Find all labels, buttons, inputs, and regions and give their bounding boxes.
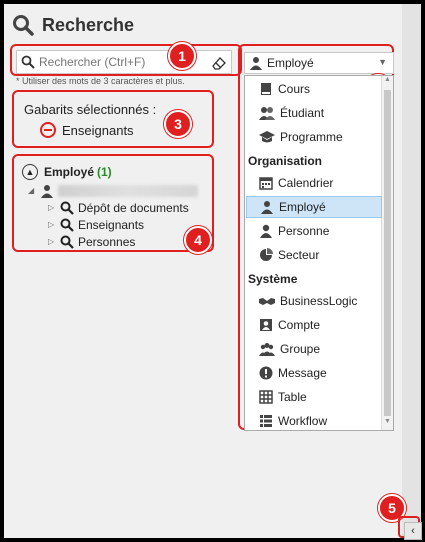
template-chip-label: Enseignants [62, 122, 134, 138]
search-panel [4, 4, 421, 538]
tree-root[interactable] [22, 162, 212, 182]
eraser-icon[interactable] [211, 55, 227, 71]
dropdown-item-workflow[interactable] [246, 410, 382, 432]
entity-type-select[interactable] [244, 52, 394, 74]
page-title [12, 14, 134, 36]
dropdown-item-label: Compte [278, 318, 321, 332]
search-icon [60, 201, 74, 215]
dropdown-item-calendrier[interactable] [246, 172, 382, 194]
callout-badge-3: 3 [164, 110, 192, 138]
tree-root-label: Employé [44, 165, 95, 179]
search-icon [12, 14, 34, 36]
table-icon [259, 390, 273, 404]
dropdown-item-label: Programme [280, 130, 343, 144]
dropdown-item-label: Message [278, 366, 327, 380]
expanded-triangle-icon[interactable]: ◢ [28, 186, 35, 195]
dropdown-item-label: Table [278, 390, 307, 404]
chevron-left-icon: ‹ [411, 525, 415, 537]
dropdown-item-cours[interactable] [246, 78, 382, 100]
tree-row[interactable] [22, 199, 212, 216]
workflow-icon [259, 414, 273, 428]
group-icon [259, 342, 275, 356]
collapsed-triangle-icon[interactable]: ▷ [48, 237, 55, 246]
search-field[interactable] [16, 50, 232, 74]
chevron-up-icon[interactable]: ▲ [22, 164, 38, 180]
template-chip[interactable] [40, 122, 134, 138]
dropdown-item-table[interactable] [246, 386, 382, 408]
dropdown-item-label: BusinessLogic [280, 294, 358, 308]
search-hint: * Utiliser des mots de 3 caractères et plus. [16, 76, 185, 86]
tree-root-count: (1) [97, 165, 112, 179]
dropdown-item-label: Employé [279, 200, 326, 214]
dropdown-item-groupe[interactable] [246, 338, 382, 360]
account-card-icon [259, 318, 273, 332]
dropdown-section-organisation: Organisation [248, 154, 323, 168]
tree-row-label: Enseignants [78, 217, 145, 232]
pie-chart-icon [259, 248, 273, 262]
dropdown-item-label: Calendrier [278, 176, 334, 190]
chevron-down-icon[interactable]: ▼ [378, 57, 387, 67]
redacted-name [58, 185, 198, 197]
dropdown-item-label: Secteur [278, 248, 320, 262]
scroll-up-icon[interactable]: ▲ [384, 76, 391, 83]
scroll-thumb[interactable] [384, 90, 391, 416]
callout-badge-4: 4 [184, 226, 212, 254]
collapsed-triangle-icon[interactable]: ▷ [48, 203, 55, 212]
students-icon [259, 106, 275, 120]
dropdown-item-businesslogic[interactable] [246, 290, 382, 312]
collapsed-triangle-icon[interactable]: ▷ [48, 220, 55, 229]
tree-row-label: Personnes [78, 234, 136, 249]
dropdown-item-label: Cours [278, 82, 311, 96]
employee-icon [249, 56, 263, 70]
search-icon [21, 55, 35, 69]
page-title-text: Recherche [42, 14, 135, 35]
panel-rail [402, 4, 421, 538]
dropdown-item-label: Workflow [278, 414, 328, 428]
search-icon [60, 235, 74, 249]
dropdown-item-employe[interactable] [246, 196, 382, 218]
dropdown-item-label: Personne [278, 224, 330, 238]
dropdown-item-secteur[interactable] [246, 244, 382, 266]
tree-row-label: Dépôt de documents [78, 200, 189, 215]
templates-title: Gabarits sélectionnés : [24, 102, 157, 117]
tree-row[interactable] [22, 182, 212, 199]
dropdown-item-label: Groupe [280, 342, 321, 356]
tree-row[interactable] [22, 216, 212, 233]
search-icon [60, 218, 74, 232]
search-input[interactable] [39, 55, 189, 69]
dropdown-section-systeme: Système [248, 272, 298, 286]
calendar-icon [259, 176, 273, 190]
dropdown-item-compte[interactable] [246, 314, 382, 336]
dropdown-item-programme[interactable] [246, 126, 382, 148]
graduation-cap-icon [259, 130, 275, 144]
employee-icon [40, 184, 54, 198]
entity-type-value: Employé [267, 56, 314, 70]
remove-icon[interactable] [40, 122, 56, 138]
handshake-icon [259, 294, 275, 308]
dropdown-item-personne[interactable] [246, 220, 382, 242]
dropdown-item-etudiant[interactable] [246, 102, 382, 124]
person-icon [259, 224, 273, 238]
callout-badge-5: 5 [378, 494, 406, 522]
book-icon [259, 82, 273, 96]
dropdown-item-message[interactable] [246, 362, 382, 384]
dropdown-scrollbar[interactable] [381, 76, 393, 430]
collapse-panel-button[interactable] [404, 522, 422, 540]
callout-badge-1: 1 [168, 42, 196, 70]
entity-type-list [244, 75, 394, 431]
alert-icon [259, 366, 273, 380]
employee-icon [260, 200, 274, 214]
dropdown-item-label: Étudiant [280, 106, 325, 120]
scroll-down-icon[interactable]: ▼ [384, 418, 391, 425]
